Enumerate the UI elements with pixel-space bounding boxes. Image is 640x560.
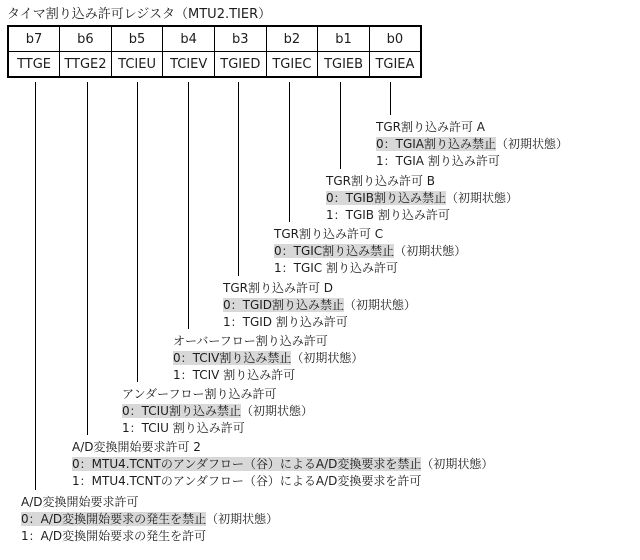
bit-number-b4: b4 — [163, 26, 215, 52]
desc-value0-line — [376, 136, 568, 153]
connector-line-b1 — [340, 82, 341, 169]
desc-value1: 1：TGIA 割り込み許可 — [376, 154, 500, 168]
desc-value0-note: （初期状態） — [240, 404, 313, 418]
desc-value1: 1：A/D変換開始要求の発生を許可 — [21, 529, 207, 543]
desc-value0: 0：A/D変換開始要求の発生を禁止 — [21, 512, 207, 526]
bit-name-tciev: TCIEV — [163, 52, 215, 78]
bit-name-tgieb: TGIEB — [318, 52, 370, 78]
desc-block-tgieb — [326, 173, 518, 224]
desc-value0-line — [223, 297, 416, 314]
bit-name-tgiea: TGIEA — [369, 52, 421, 78]
desc-value0-line — [274, 243, 466, 260]
desc-block-ttge — [21, 494, 278, 545]
bit-number-b1: b1 — [318, 26, 370, 52]
desc-value0: 0：MTU4.TCNTのアンダフロー（谷）によるA/D変換要求を禁止 — [72, 457, 422, 471]
bit-name-tcieu: TCIEU — [111, 52, 163, 78]
bit-name-row — [8, 52, 421, 78]
desc-value0-note: （初期状態） — [496, 137, 569, 151]
bit-number-b5: b5 — [111, 26, 163, 52]
connector-line-b0 — [390, 82, 391, 115]
desc-title: A/D変換開始要求許可 2 — [72, 440, 201, 454]
desc-value1: 1：TGIC 割り込み許可 — [274, 261, 398, 275]
desc-value0-line — [21, 511, 278, 528]
desc-block-tgiea — [376, 119, 568, 170]
connector-line-b7 — [35, 82, 36, 490]
desc-value0: 0：TGIA割り込み禁止 — [376, 137, 497, 151]
desc-value0: 0：TCIV割り込み禁止 — [173, 351, 292, 365]
desc-value0-line — [326, 190, 518, 207]
register-bit-table — [7, 25, 422, 78]
desc-value0-note: （初期状態） — [421, 457, 494, 471]
desc-value0-line — [122, 403, 313, 420]
bit-number-b3: b3 — [215, 26, 267, 52]
bit-number-b2: b2 — [266, 26, 318, 52]
desc-value1: 1：MTU4.TCNTのアンダフロー（谷）によるA/D変換要求を許可 — [72, 474, 422, 488]
connector-line-b3 — [238, 82, 239, 276]
diagram-title: タイマ割り込み許可レジスタ（MTU2.TIER） — [7, 7, 272, 22]
desc-title: TGR割り込み許可 C — [274, 227, 384, 241]
desc-block-tgied — [223, 280, 416, 331]
desc-value0-note: （初期状態） — [344, 298, 417, 312]
desc-block-ttge2 — [72, 439, 493, 490]
bit-name-tgiec: TGIEC — [266, 52, 318, 78]
desc-value0-note: （初期状態） — [446, 191, 519, 205]
desc-value0: 0：TCIU割り込み禁止 — [122, 404, 241, 418]
desc-value0-note: （初期状態） — [206, 512, 279, 526]
connector-line-b2 — [289, 82, 290, 222]
desc-value0-line — [173, 350, 363, 367]
desc-value0-note: （初期状態） — [394, 244, 467, 258]
connector-line-b4 — [188, 82, 189, 329]
desc-title: アンダーフロー割り込み許可 — [122, 387, 277, 401]
bit-number-b0: b0 — [369, 26, 421, 52]
desc-title: オーバーフロー割り込み許可 — [173, 334, 328, 348]
desc-title: TGR割り込み許可 D — [223, 281, 334, 295]
desc-value1: 1：TCIU 割り込み許可 — [122, 421, 245, 435]
desc-block-tgiec — [274, 226, 466, 277]
desc-value0: 0：TGIC割り込み禁止 — [274, 244, 395, 258]
desc-value0: 0：TGIB割り込み禁止 — [326, 191, 447, 205]
desc-value0-note: （初期状態） — [291, 351, 364, 365]
bit-name-tgied: TGIED — [215, 52, 267, 78]
desc-block-tciev — [173, 333, 363, 384]
bit-number-row — [8, 26, 421, 52]
desc-title: TGR割り込み許可 B — [326, 174, 436, 188]
desc-value1: 1：TGIB 割り込み許可 — [326, 208, 450, 222]
desc-title: A/D変換開始要求許可 — [21, 495, 139, 509]
bit-name-ttge2: TTGE2 — [60, 52, 112, 78]
desc-value1: 1：TGID 割り込み許可 — [223, 315, 348, 329]
desc-value1: 1：TCIV 割り込み許可 — [173, 368, 296, 382]
connector-line-b5 — [137, 82, 138, 382]
desc-title: TGR割り込み許可 A — [376, 120, 485, 134]
bit-name-ttge: TTGE — [8, 52, 60, 78]
bit-number-b7: b7 — [8, 26, 60, 52]
desc-block-tcieu — [122, 386, 313, 437]
connector-line-b6 — [87, 82, 88, 435]
desc-value0-line — [72, 456, 493, 473]
desc-value0: 0：TGID割り込み禁止 — [223, 298, 345, 312]
bit-number-b6: b6 — [60, 26, 112, 52]
